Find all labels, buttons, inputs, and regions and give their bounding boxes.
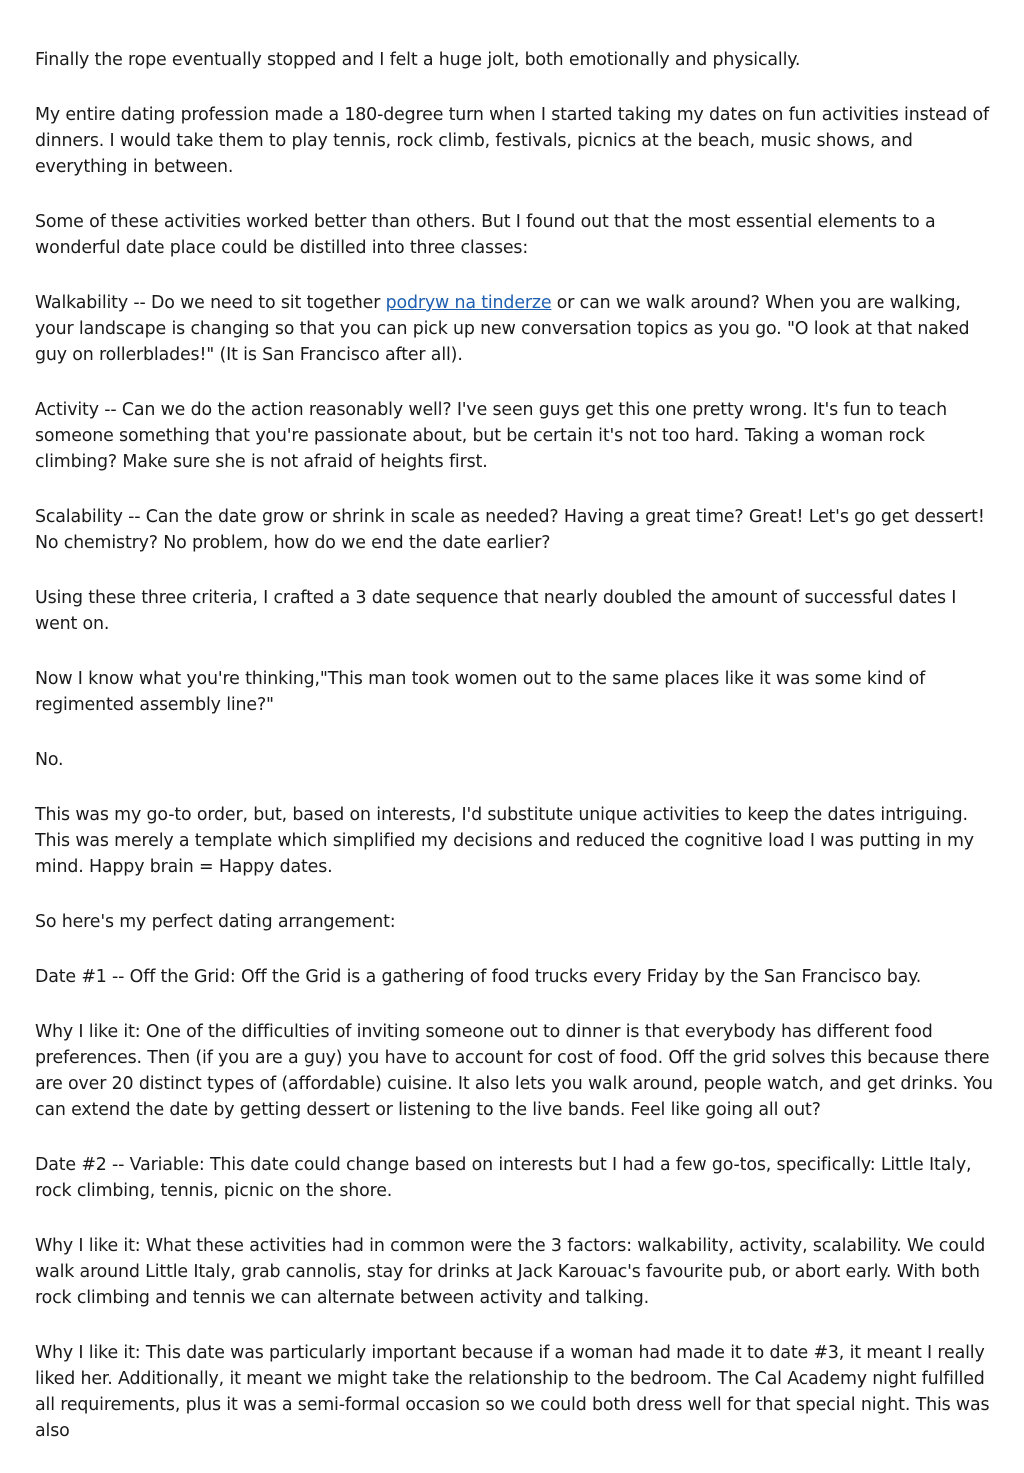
paragraph-scalability: Scalability -- Can the date grow or shrink in scale as needed? Having a great time? Great! Let's go get dessert! No chemistry? No problem, how do we end the date earlier? — [35, 507, 985, 553]
paragraph-no: No. — [35, 750, 64, 770]
paragraph-dating-turn: My entire dating profession made a 180-degree turn when I started taking my dates on fun activities instead of dinners. I would take them to play tennis, rock climb, festivals, picnics at the beach, music shows, and everything in between. — [35, 105, 989, 177]
paragraph-date-1-why: Why I like it: One of the difficulties of inviting someone out to dinner is that everybody has different food preferences. Then (if you are a guy) you have to account for cost of food. Off the grid solves this because there are over 20 distinct types of (affordable) cuisine. It also lets you walk around, people watch, and get drinks. You can extend the date by getting dessert or listening to the live bands. Feel like going all out? — [35, 1022, 993, 1120]
paragraph-date-3-why: Why I like it: This date was particularly important because if a woman had made it to date #3, it meant I really liked her. Additionally, it meant we might take the relationship to the bedroom. The Cal Academy night fulfilled all requirements, plus it was a semi-formal occasion so we could both dress well for that special night. This was also — [35, 1343, 990, 1441]
document-body — [35, 47, 995, 1473]
walkability-text-after: or can we walk around? When you are walking, your landscape is changing so that you can pick up new conversation topics as you go. "O look at that naked guy on rollerblades!" (It is San Francisco after all). — [35, 293, 970, 365]
walkability-text-before: Walkability -- Do we need to sit together — [35, 293, 386, 313]
paragraph-arrangement: So here's my perfect dating arrangement: — [35, 912, 396, 932]
paragraph-thinking: Now I know what you're thinking,"This man took women out to the same places like it was some kind of regimented assembly line?" — [35, 669, 926, 715]
paragraph-activity: Activity -- Can we do the action reasonably well? I've seen guys get this one pretty wrong. It's fun to teach someone something that you're passionate about, but be certain it's not too hard. Taking a woman rock climbing? Make sure she is not afraid of heights first. — [35, 400, 948, 472]
paragraph-date-2-why: Why I like it: What these activities had in common were the 3 factors: walkability, activity, scalability. We could walk around Little Italy, grab cannolis, stay for drinks at Jack Karouac's favourite pub, or abort early. With both rock climbing and tennis we can alternate between activity and talking. — [35, 1236, 986, 1308]
paragraph-go-to-order: This was my go-to order, but, based on interests, I'd substitute unique activities to keep the dates intriguing. This was merely a template which simplified my decisions and reduced the cognitive load I was putting in my mind. Happy brain = Happy dates. — [35, 805, 974, 877]
paragraph-rope-jolt: Finally the rope eventually stopped and I felt a huge jolt, both emotionally and physically. — [35, 50, 801, 70]
paragraph-date-1: Date #1 -- Off the Grid: Off the Grid is a gathering of food trucks every Friday by the San Francisco bay. — [35, 967, 922, 987]
paragraph-date-2: Date #2 -- Variable: This date could change based on interests but I had a few go-tos, specifically: Little Italy, rock climbing, tennis, picnic on the shore. — [35, 1155, 972, 1201]
podryw-na-tinderze-link[interactable]: podryw na tinderze — [385, 293, 552, 313]
paragraph-three-criteria: Using these three criteria, I crafted a 3 date sequence that nearly doubled the amount of successful dates I went on. — [35, 588, 957, 634]
paragraph-walkability — [35, 290, 995, 368]
paragraph-essential-elements: Some of these activities worked better than others. But I found out that the most essential elements to a wonderful date place could be distilled into three classes: — [35, 212, 936, 258]
